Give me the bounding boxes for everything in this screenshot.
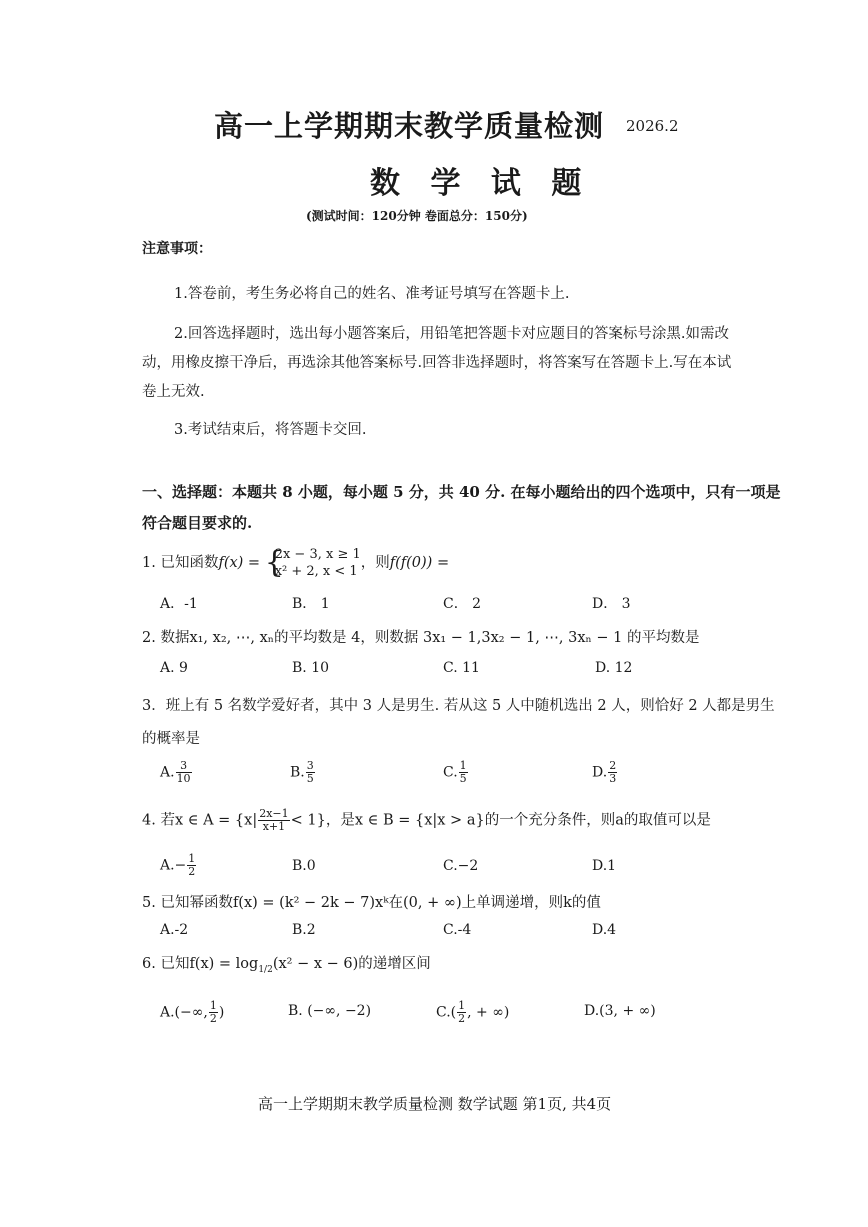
q4-option-a-label: A.− — [160, 857, 187, 874]
fraction-denominator: 10 — [176, 772, 191, 785]
notice-item-1: 1.答卷前，考生务必将自己的姓名、准考证号填写在答题卡上. — [174, 286, 570, 302]
q3-option-a-fraction — [176, 760, 192, 785]
notice-item-3: 3.考试结束后，将答题卡交回. — [174, 422, 367, 438]
q6-text-end: (x² − x − 6)的递增区间 — [272, 956, 431, 972]
q6-option-d: D.(3, + ∞) — [584, 1003, 656, 1019]
q6-option-a-fraction — [209, 1000, 218, 1025]
fraction-numerator: 3 — [176, 760, 192, 773]
fraction-numerator: 2 — [609, 759, 617, 772]
fraction-denominator: 3 — [609, 772, 617, 785]
q4-set-fraction — [258, 808, 289, 833]
section-heading: 一、选择题：本题共 8 小题，每小题 5 分，共 40 分. 在每小题给出的四个选项中，只有一项是 — [142, 483, 781, 501]
question-2: 2. 数据x₁, x₂, ⋯, xₙ的平均数是 4，则数据 3x₁ − 1,3x₂ − 1, ⋯, 3xₙ − 1 的平均数是 — [142, 630, 700, 646]
q6-option-a — [160, 1000, 224, 1025]
section-heading-cont: 符合题目要求的. — [142, 514, 253, 532]
q6-text-start: 6. 已知f(x) = log — [142, 956, 259, 972]
q1-option-b: B． 1 — [292, 596, 330, 612]
exam-info: (测试时间：120分钟 卷面总分：150分) — [306, 209, 528, 223]
q2-option-a: A. 9 — [160, 660, 188, 676]
q6-option-a-post: ) — [218, 1004, 225, 1021]
q3-option-d-label: D. — [592, 764, 608, 781]
fraction-denominator: 2 — [209, 1012, 217, 1025]
q1-piecewise — [265, 546, 361, 580]
page-footer: 高一上学期期末教学质量检测 数学试题 第1页, 共4页 — [258, 1095, 612, 1113]
q2-option-b: B. 10 — [292, 660, 330, 676]
question-4 — [142, 808, 711, 833]
q4-text-start: 4. 若x ∈ A = {x| — [142, 812, 258, 829]
q4-option-a-fraction — [187, 853, 196, 878]
fraction-numerator: 1 — [458, 999, 466, 1012]
q1-prefix: 已知函数 — [160, 555, 219, 571]
q4-option-b: B.0 — [292, 858, 316, 874]
q4-option-d: D.1 — [592, 858, 617, 874]
fraction-numerator: 1 — [459, 759, 467, 772]
fraction-numerator: 1 — [188, 852, 196, 865]
q5-option-a: A.-2 — [160, 922, 189, 938]
q4-option-a — [160, 853, 197, 878]
q1-suffix: ，则 — [360, 555, 390, 571]
q1-ask: f(f(0)) = — [389, 555, 450, 571]
q6-option-a-pre: A.(−∞, — [160, 1004, 208, 1021]
notice-item-2: 2.回答选择题时，选出每小题答案后，用铅笔把答题卡对应题目的答案标号涂黑.如需改动，用橡皮擦干净后，再选涂其他答案标号.回答非选择题时，将答案写在答题卡上.写在本试卷上无效. — [142, 326, 732, 400]
exam-title: 高一上学期期末教学质量检测 — [214, 109, 605, 143]
q3-option-b-label: B. — [290, 764, 305, 781]
q6-option-b: B. (−∞, −2) — [288, 1003, 372, 1019]
q5-option-d: D.4 — [592, 922, 617, 938]
q3-option-c-label: C. — [443, 764, 458, 781]
q3-option-c — [443, 760, 469, 785]
q2-option-c: C. 11 — [443, 660, 480, 676]
q3-option-a-label: A. — [160, 764, 175, 781]
fraction-denominator: 5 — [306, 772, 314, 785]
q1-option-c: C． 2 — [443, 596, 482, 612]
q3-option-b — [290, 760, 316, 785]
q6-option-c-pre: C.( — [436, 1004, 457, 1021]
q6-log-base: 1/2 — [258, 964, 273, 975]
q1-number: 1. — [142, 555, 156, 571]
q1-option-d: D． 3 — [592, 596, 631, 612]
question-3: 3．班上有 5 名数学爱好者，其中 3 人是男生. 若从这 5 人中随机选出 2 人，则恰好 2 人都是男生 — [142, 698, 775, 714]
fraction-denominator: x+1 — [262, 820, 286, 833]
q6-option-c-post: , + ∞) — [467, 1004, 510, 1021]
brace-glyph: { — [264, 545, 284, 580]
q3-option-c-fraction — [459, 760, 468, 785]
q1-option-a: A．-1 — [160, 596, 198, 612]
subject-title: 数 学 试 题 — [370, 166, 592, 201]
q3-option-d — [592, 760, 618, 785]
q4-text-end: < 1}，是x ∈ B = {x|x > a}的一个充分条件，则a的取值可以是 — [290, 812, 711, 829]
fraction-denominator: 2 — [188, 865, 196, 878]
q6-option-c — [436, 1000, 509, 1025]
question-6 — [142, 952, 431, 975]
question-1 — [142, 546, 449, 580]
fraction-numerator: 3 — [306, 759, 314, 772]
q2-option-d: D. 12 — [595, 660, 633, 676]
fraction-denominator: 2 — [458, 1012, 466, 1025]
q3-option-a — [160, 760, 193, 785]
q5-option-b: B.2 — [292, 922, 316, 938]
q5-option-c: C.-4 — [443, 922, 472, 938]
notice-heading: 注意事项： — [142, 241, 212, 257]
fraction-numerator: 1 — [209, 999, 217, 1012]
q4-option-c: C.−2 — [443, 858, 479, 874]
fraction-denominator: 5 — [459, 772, 467, 785]
q6-option-c-fraction — [457, 1000, 466, 1025]
question-5: 5. 已知幂函数f(x) = (k² − 2k − 7)xᵏ在(0, + ∞)上单调递增，则k的值 — [142, 895, 601, 911]
q1-case-2: x² + 2, x < 1 — [274, 564, 358, 579]
question-3-cont: 的概率是 — [142, 731, 200, 747]
q3-option-d-fraction — [608, 760, 617, 785]
q1-case-1: 2x − 3, x ≥ 1 — [274, 547, 361, 562]
exam-date: 2026.2 — [626, 117, 679, 135]
q3-option-b-fraction — [306, 760, 315, 785]
fraction-numerator: 2x−1 — [259, 807, 289, 820]
q1-function: f(x) = — [218, 555, 261, 571]
